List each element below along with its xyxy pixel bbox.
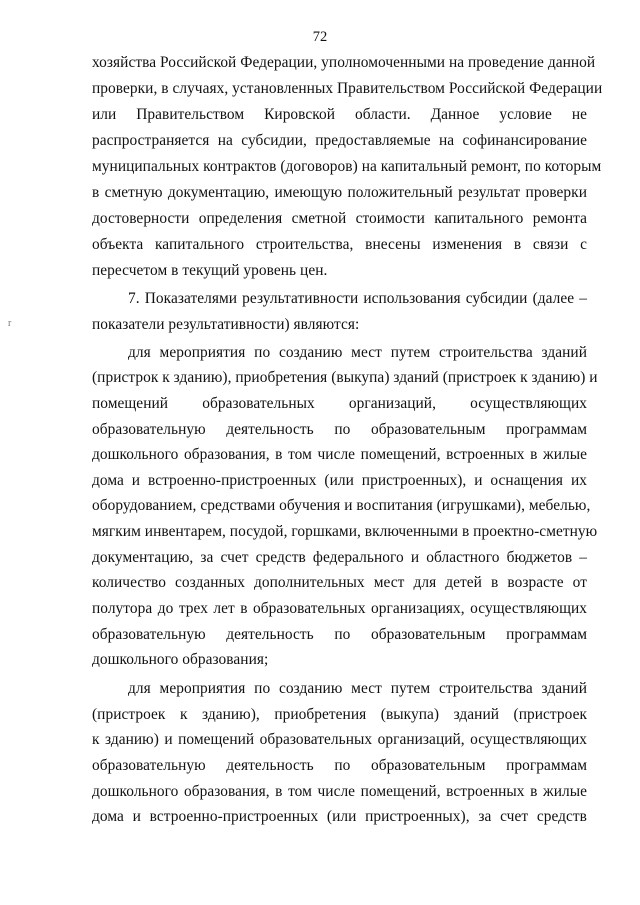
text-line: образовательную деятельность по образовательным программам [92, 757, 587, 774]
text-line: к зданию) и помещений образовательных организаций, осуществляющих [92, 731, 587, 748]
text-line: муниципальных контрактов (договоров) на капитальный ремонт, по которым [92, 158, 602, 175]
text-line: в сметную документацию, имеющую положительный результат проверки [92, 184, 587, 201]
text-line: или Правительством Кировской области. Данное условие не [92, 106, 587, 123]
text-line: для мероприятия по созданию мест путем строительства зданий [128, 344, 587, 361]
text-line: пересчетом в текущий уровень цен. [92, 262, 328, 279]
text-line: для мероприятия по созданию мест путем строительства зданий [128, 680, 587, 697]
text-line: образовательную деятельность по образовательным программам [92, 421, 587, 438]
text-line: показатели результативности) являются: [92, 316, 360, 333]
text-line: помещений образовательных организаций, осуществляющих [92, 395, 587, 412]
text-line: мягким инвентарем, посудой, горшками, включенными в проектно-сметную [92, 523, 598, 540]
text-line: (пристрок к зданию), приобретения (выкупа) зданий (пристроек к зданию) и [92, 369, 598, 386]
margin-mark: r [8, 318, 12, 329]
text-line: дошкольного образования; [92, 651, 269, 668]
paragraph-heading-7: 7. Показателями результативности использования субсидии (далее – [128, 290, 587, 307]
text-line: количество созданных дополнительных мест для детей в возрасте от [92, 574, 587, 591]
text-line: хозяйства Российской Федерации, уполномоченными на проведение данной [92, 54, 596, 71]
text-line: дошкольного образования, в том числе помещений, встроенных в жилые [92, 446, 587, 463]
text-line: дома и встроенно-пристроенных (или пристроенных), и оснащения их [92, 472, 587, 489]
text-line: оборудованием, средствами обучения и воспитания (игрушками), мебелью, [92, 497, 591, 514]
text-line: достоверности определения сметной стоимости капитального ремонта [92, 210, 587, 227]
text-line: дома и встроенно-пристроенных (или пристроенных), за счет средств [92, 808, 587, 825]
text-line: распространяется на субсидии, предоставляемые на софинансирование [92, 132, 587, 149]
text-line: образовательную деятельность по образовательным программам [92, 626, 587, 643]
page-number: 72 [312, 29, 328, 45]
text-line: дошкольного образования, в том числе помещений, встроенных в жилые [92, 783, 587, 800]
text-line: проверки, в случаях, установленных Правительством Российской Федерации [92, 80, 603, 97]
text-line: (пристроек к зданию), приобретения (выкупа) зданий (пристроек [92, 706, 587, 723]
text-line: объекта капитального строительства, внесены изменения в связи с [92, 236, 587, 253]
text-line: полутора до трех лет в образовательных организациях, осуществляющих [92, 600, 587, 617]
text-line: документацию, за счет средств федерального и областного бюджетов – [92, 549, 587, 566]
